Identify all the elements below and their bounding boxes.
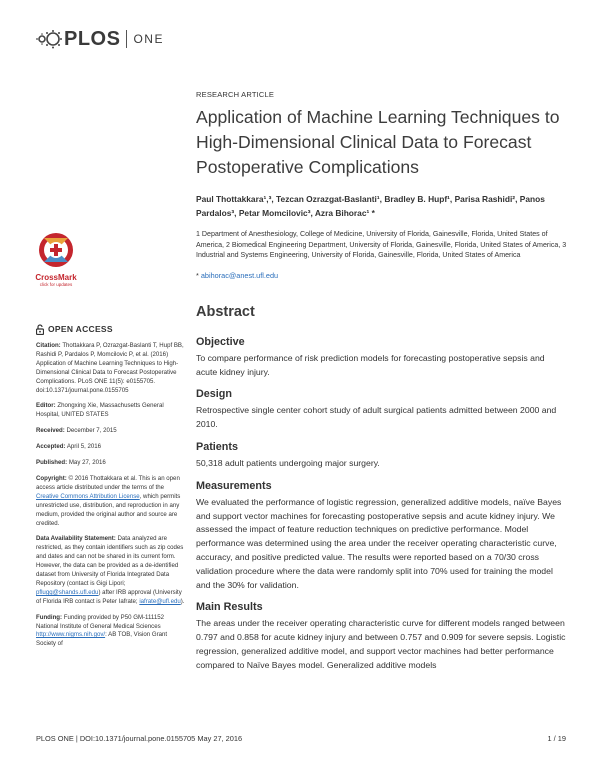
- crossmark-badge[interactable]: [34, 232, 78, 288]
- data-availability-text-2: ) after IRB approval (University of Florida IRB contact is Peter Iafrate;: [36, 588, 182, 605]
- logo-divider: [126, 30, 127, 48]
- accepted-label: Accepted:: [36, 443, 66, 451]
- copyright-text-end: , which permits unrestricted use, distribution, and reproduction in any medium, provided the original author and source are credited.: [36, 492, 181, 527]
- measurements-text: We evaluated the performance of logistic regression, generalized additive models, naïve Bayes and support vector machines for forecasting postoperative sepsis and acute kidney injury. We assessed the impact of feature reduction techniques on predictive performance. Model performance was determined using the area under the receiver operating characteristic curve, accuracy, and positive predicted value. The results were reported based on a 70/30 cross validation procedure where the data were randomly split into 70% used for training the model and the 30% for validation.: [196, 496, 562, 590]
- open-access-label: [36, 324, 188, 335]
- citation-label: Citation:: [36, 342, 61, 349]
- data-availability-block: [36, 535, 188, 606]
- data-contact-link[interactable]: pflugg@shands.ufl.edu: [36, 588, 99, 596]
- objective-heading: Objective: [196, 335, 245, 348]
- page-number: 1 / 19: [547, 734, 566, 743]
- article-sidebar: [36, 324, 188, 656]
- editor-label: Editor:: [36, 402, 56, 410]
- data-availability-text: Data analyzed are restricted, as they contain identifiers such as zip codes and dates and can not be shared in its current form. However, the data can be provided as a de-identified dataset from University of Florida Integrated Data Repository (contact is Gigi Lipori;: [36, 535, 184, 587]
- data-availability-label: Data Availability Statement:: [36, 535, 116, 543]
- received-label: Received:: [36, 427, 65, 435]
- accepted-date: April 5, 2016: [66, 443, 102, 451]
- funding-block: [36, 614, 188, 650]
- copyright-label: Copyright:: [36, 474, 67, 482]
- measurements-heading: Measurements: [196, 479, 272, 492]
- page-footer: [36, 734, 566, 743]
- received-block: [36, 427, 188, 436]
- published-date: May 27, 2016: [68, 459, 106, 467]
- irb-contact-link[interactable]: iafrate@ufl.edu: [139, 597, 181, 605]
- design-heading: Design: [196, 388, 232, 401]
- copyright-block: [36, 475, 188, 528]
- article-title: Application of Machine Learning Techniques to High-Dimensional Clinical Data to Forecast Postoperative Complications: [196, 107, 560, 177]
- patients-text: 50,318 adult patients undergoing major surgery.: [196, 457, 380, 468]
- abstract-heading: Abstract: [196, 303, 255, 320]
- article-main: [196, 90, 568, 673]
- email-text[interactable]: abihorac@anest.ufl.edu: [200, 270, 279, 280]
- results-text: The areas under the receiver operating characteristic curve for different models ranged between 0.797 and 0.858 for acute kidney injury and between 0.757 and 0.909 for severe sepsis. Logistic regression, generalized additive model, and support vector machines had better performance compared to Naïve Bayes model. Generalized additive models: [196, 618, 566, 670]
- author-list: Paul Thottakkara¹,³, Tezcan Ozrazgat-Baslanti¹, Bradley B. Hupf¹, Parisa Rashidi², Panos Pardalos³, Petar Momcilovic³, Azra Bihorac¹ *: [196, 194, 545, 218]
- published-label: Published:: [36, 459, 68, 467]
- nigms-link[interactable]: http://www.nigms.nih.gov/: [36, 631, 106, 639]
- corresponding-email[interactable]: [196, 271, 568, 280]
- objective-text: To compare performance of risk prediction models for forecasting postoperative sepsis and acute kidney injury.: [196, 352, 545, 377]
- plos-logo-icon: [36, 28, 62, 50]
- received-date: December 7, 2015: [66, 427, 117, 435]
- funding-label: Funding:: [36, 613, 63, 621]
- open-access-text: OPEN ACCESS: [48, 324, 113, 335]
- patients-heading: Patients: [196, 440, 239, 453]
- publisher-name: PLOS: [64, 27, 121, 50]
- affiliations: 1 Department of Anesthesiology, College of Medicine, University of Florida, Gainesville, Florida, United States of America, 2 Biomedical Engineering Department, University of Florida, Gainesville, Florida, United States of America, 3 Industrial and Systems Engineering, University of Florida, Gainesville, Florida, United States of America: [196, 230, 567, 260]
- copyright-text: © 2016 Thottakkara et al. This is an open access article distributed under the terms of the: [36, 474, 180, 491]
- crossmark-icon: [38, 232, 74, 268]
- article-type: RESEARCH ARTICLE: [196, 90, 275, 99]
- accepted-block: [36, 443, 188, 452]
- citation-text: Thottakkara P, Ozrazgat-Baslanti T, Hupf BB, Rashidi P, Pardalos P, Momcilovic P, et al. (2016) Application of Machine Learning Techniques to High-Dimensional Clinical Data to Forecast Postoperative Complications. PLoS ONE 11(5): e0155705. doi:10.1371/journal.pone.0155705: [36, 342, 184, 394]
- footer-citation: PLOS ONE | DOI:10.1371/journal.pone.0155705 May 27, 2016: [36, 734, 243, 743]
- crossmark-sublabel: click for updates: [39, 282, 73, 287]
- crossmark-label: CrossMark: [35, 273, 77, 282]
- journal-name: ONE: [133, 32, 164, 46]
- funding-text-2: : AB TOB, Vision Grant Society of: [36, 631, 168, 648]
- open-lock-icon: [36, 324, 44, 335]
- license-link[interactable]: Creative Commons Attribution License: [36, 492, 140, 500]
- design-text: Retrospective single center cohort study of adult surgical patients admitted between 2000 and 2010.: [196, 405, 557, 430]
- corresponding-star: *: [196, 270, 201, 280]
- funding-text: Funding provided by P50 GM-111152 National Institute of General Medical Sciences: [36, 613, 165, 630]
- citation-block: [36, 342, 188, 395]
- data-availability-text-3: ).: [180, 597, 185, 605]
- plos-one-logo: [36, 28, 164, 50]
- editor-text: Zhongxing Xie, Massachusetts General Hospital, UNITED STATES: [36, 402, 164, 419]
- editor-block: [36, 402, 188, 420]
- results-heading: Main Results: [196, 601, 263, 614]
- published-block: [36, 459, 188, 468]
